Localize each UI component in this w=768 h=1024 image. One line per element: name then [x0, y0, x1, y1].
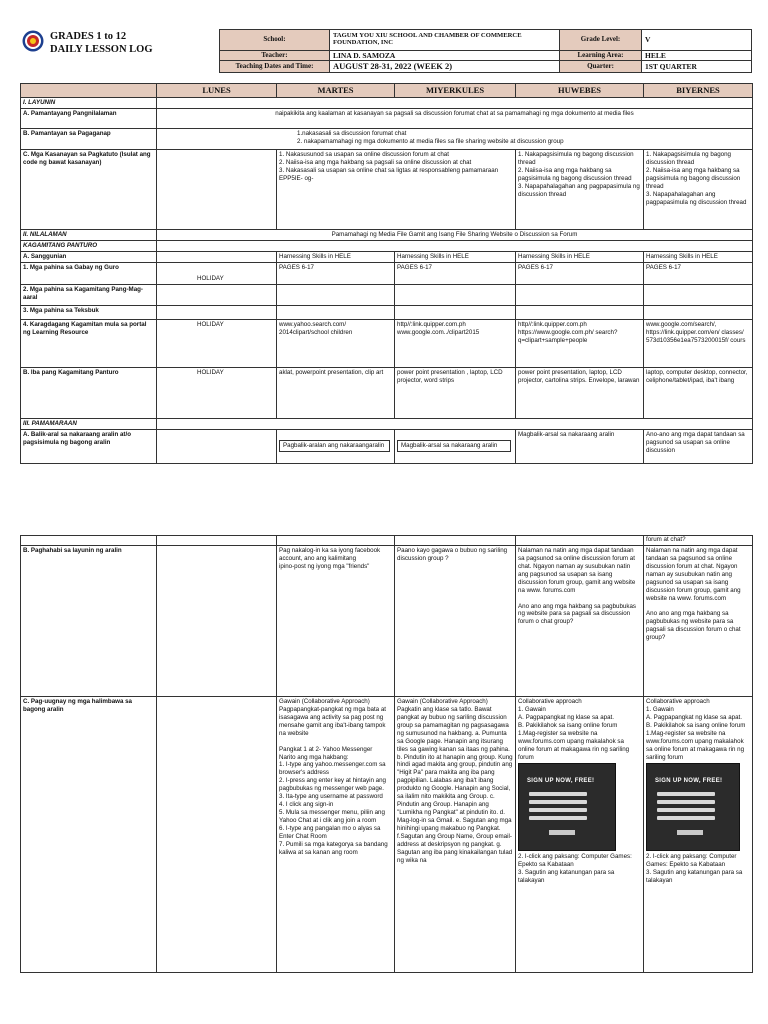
signup-button	[677, 830, 703, 835]
teksbuk-miyerkules	[395, 305, 516, 319]
title-line1: GRADES 1 to 12	[50, 31, 127, 42]
pamamaraan-empty	[157, 418, 753, 429]
karagdagang-biyernes: www.google.com/search/, https://link.quipper.com/en/ classes/ 573d10356e1ea7573200015f/ cours	[644, 319, 753, 367]
holiday-karagdagang: HOLIDAY	[157, 319, 277, 367]
kasanayan-martes: 1. Nakasusunod sa usapan sa online discussion forum at chat 2. Naiisa-isa ang mga hakbang sa pagsali sa online discussion at chat 3. Nakasasali sa usapan sa online chat sa ligtas at responsableng pamamaraan EPP5IE- og-	[277, 149, 516, 229]
magaaral-lunes	[157, 284, 277, 305]
teksbuk-lunes	[157, 305, 277, 319]
skill-martes: Harnessing Skills in HELE	[277, 251, 395, 262]
iba-huwebes: power point presentation, laptop, LCD projector, cartolina strips. Envelope, larawan	[516, 367, 644, 418]
skill-huwebes: Harnessing Skills in HELE	[516, 251, 644, 262]
cont-lunes	[157, 536, 277, 546]
magaaral-huwebes	[516, 284, 644, 305]
skill-biyernes: Harnessing Skills in HELE	[644, 251, 753, 262]
signup-field	[529, 800, 587, 804]
pamamaraan-label: III. PAMAMARAAN	[21, 418, 157, 429]
signup-field	[529, 816, 587, 820]
nilalaman-text: Pamamahagi ng Media File Gamit ang Isang File Sharing Website o Discussion sa Forum	[157, 229, 753, 240]
paghahabi-martes: Pag nakalog-in ka sa iyong facebook account, ano ang kalimitang ipino-post ng iyong mga "friends"	[277, 545, 395, 696]
grade-value: V	[642, 30, 752, 51]
signup-field	[657, 800, 715, 804]
cont-huwebes	[516, 536, 644, 546]
balik-lunes	[157, 429, 277, 463]
nilalaman-label: II. NILALAMAN	[21, 229, 157, 240]
pag-uugnay-huwebes	[516, 696, 644, 972]
balik-martes-cell	[277, 429, 395, 463]
gabay-label: 1. Mga pahina sa Gabay ng Guro	[21, 262, 157, 284]
pages-huwebes: PAGES 6-17	[516, 262, 644, 284]
signup-field	[657, 808, 715, 812]
quarter-value: 1ST QUARTER	[642, 61, 752, 73]
pangnilalaman-label: A. Pamantayang Pangnilalaman	[21, 108, 157, 128]
paghahabi-miyerkules: Paano kayo gagawa o bubuo ng sariling discussion group ?	[395, 545, 516, 696]
paghahabi-biyernes: Nalaman na natin ang mga dapat tandaan sa pagsunod sa online discussion forum at chat. Ngayon naman ay susubukan natin ang pagsunod sa usapan sa isang discussion forum group, gamit ang website na www. forums.com Ano ano ang mga hakbang sa pagbubukas ng website para sa pagsali sa discussion forum o chat group?	[644, 545, 753, 696]
kasanayan-biyernes: 1. Nakapagsisimula ng bagong discussion thread 2. Naiisa-isa ang mga hakbang sa pagsisimula ng bagong discussion thread 3. Napapahalagahan ang pagpapasimula ng discussion thread	[644, 149, 753, 229]
pag-uugnay-biyernes	[644, 696, 753, 972]
iba-label: B. Iba pang Kagamitang Panturo	[21, 367, 157, 418]
school-label: School:	[220, 30, 330, 51]
area-label: Learning Area:	[560, 51, 642, 61]
skill-miyerkules: Harnessing Skills in HELE	[395, 251, 516, 262]
balik-label: A. Balik-aral sa nakaraang aralin at/o pagsisimula ng bagong aralin	[21, 429, 157, 463]
school-value: TAGUM YOU XIU SCHOOL AND CHAMBER OF COMMERCE FOUNDATION, INC	[330, 30, 560, 51]
lesson-table-page2	[20, 535, 752, 973]
paghahabi-huwebes: Nalaman na natin ang mga dapat tandaan sa pagsunod sa online discussion forum at chat. Ngayon naman ay susubukan natin ang pagsunod sa usapan sa isang discussion forum group, gamit ang website na www. forums.com Ano ano ang mga hakbang sa pagbubukas ng website para sa pagsali sa discussion forum o chat group?	[516, 545, 644, 696]
magaaral-miyerkules	[395, 284, 516, 305]
pag-uugnay-lunes	[157, 696, 277, 972]
signup-field	[657, 792, 715, 796]
magaaral-martes	[277, 284, 395, 305]
pag-uugnay-biyernes-b: 2. I-click ang paksang: Computer Games: Epekto sa Kabataan 3. Sagutin ang katanungan para sa talakayan	[646, 853, 743, 885]
magaaral-biyernes	[644, 284, 753, 305]
cont-biyernes: forum at chat?	[644, 536, 753, 546]
grade-label: Grade Level:	[560, 30, 642, 51]
signup-field	[529, 792, 587, 796]
kasanayan-huwebes: 1. Nakapagsisimula ng bagong discussion thread 2. Naiisa-isa ang mga hakbang sa pagsisimula ng bagong discussion thread 3. Napapahalagahan ang pagpapasimula ng discussion thread	[516, 149, 644, 229]
balik-martes: Pagbalik-aralan ang nakaraangaralin	[279, 440, 390, 452]
pages-biyernes: PAGES 6-17	[644, 262, 753, 284]
area-value: HELE	[642, 51, 752, 61]
pag-uugnay-biyernes-a: Collaborative approach 1. Gawain A. Pagpapangkat ng klase sa apat. B. Pakikilahok sa isang online forum 1.Mag-register sa website na www.forums.com upang makalahok sa online forum at makagawa rin ng sariling forum	[646, 697, 746, 761]
day-lunes: LUNES	[157, 84, 277, 98]
teacher-value: LINA D. SAMOZA	[330, 51, 560, 61]
layunin-label: I. LAYUNIN	[21, 97, 157, 108]
day-huwebes: HUWEBES	[516, 84, 644, 98]
magaaral-label: 2. Mga pahina sa Kagamitang Pang-Mag-aaral	[21, 284, 157, 305]
signup-title: SIGN UP NOW, FREE!	[655, 778, 723, 785]
doc-title	[50, 30, 153, 56]
balik-miyerkules: Magbalik-arsal sa nakaraang aralin	[397, 440, 511, 452]
iba-martes: aklat, powerpoint presentation, clip art	[277, 367, 395, 418]
pag-uugnay-huwebes-b: 2. I-click ang paksang: Computer Games: Epekto sa Kabataan 3. Sagutin ang katanungan para sa talakayan	[518, 853, 632, 885]
paganap-text: 1.nakasasali sa discussion forumat chat 2. nakapamamahagi ng mga dokumento at media files sa file sharing website at discussion group	[157, 128, 753, 149]
paganap-label: B. Pamantayan sa Pagaganap	[21, 128, 157, 149]
karagdagang-huwebes: http//:link.quipper.com.ph https://www.google.com.ph/ search?q=clipart+sample+people	[516, 319, 644, 367]
cont-martes	[277, 536, 395, 546]
kagamitan-label: KAGAMITANG PANTURO	[21, 240, 157, 251]
signup-title: SIGN UP NOW, FREE!	[527, 778, 595, 785]
holiday-iba: HOLIDAY	[157, 367, 277, 418]
header-info	[219, 29, 751, 73]
deped-seal-icon	[22, 30, 44, 52]
balik-miyerkules-cell	[395, 429, 516, 463]
karagdagang-martes: www.yahoo.search.com/ 2014clipart/school children	[277, 319, 395, 367]
pag-uugnay-huwebes-a: Collaborative approach 1. Gawain A. Pagpapangkat ng klase sa apat. B. Pakikilahok sa isang online forum 1.Mag-register sa website na www.forums.com upang makalahok sa online forum at makagawa rin ng sariling forum	[518, 697, 630, 761]
karagdagang-label: 4. Karagdagang Kagamitan mula sa portal ng Learning Resource	[21, 319, 157, 367]
signup-field	[529, 808, 587, 812]
pages-martes: PAGES 6-17	[277, 262, 395, 284]
kasanayan-lunes	[157, 149, 277, 229]
dates-value: AUGUST 28-31, 2022 (WEEK 2)	[330, 61, 560, 73]
pag-uugnay-miyerkules: Gawain (Collaborative Approach) Pagkatin ang klase sa tatlo. Bawat pangkat ay bubuo ng sariling discussion group sa pamamagitan ng pagsasagawa ng sumusunod na hakbang. a. Pumunta sa Google page. Hanapin ang itsurang tiles sa gawing kanan sa itaas ng pahina. b. Pindutin ito at hanapin ang group. Kung hindi agad makita ang group, pindutin ang "Higit Pa" para makita ang iba pang pagpipilian. Lalabas ang iba't ibang produkto ng Google. Hanapin ang Social, sa ilalim nito makikita ang Group. c. Pindutin ang Group. Hanapin ang "Lumikha ng Pangkat" at pindutin ito. d. Mag-log-in sa Gmail. e. Sagutan ang mga hinihingi upang makabuo ng Pangkat. f.Sagutan ang Group Name, Group email-address at deskripsyon ng pangkat. g. Sagutan ang iba pang kinakailangan tulad ng wika na	[395, 696, 516, 972]
dates-label: Teaching Dates and Time:	[220, 61, 330, 73]
day-biyernes: BIYERNES	[644, 84, 753, 98]
karagdagang-miyerkules: http//:link.quipper.com.ph www.google.com../clipart2015	[395, 319, 516, 367]
teksbuk-label: 3. Mga pahina sa Teksbuk	[21, 305, 157, 319]
corner-cell	[21, 84, 157, 98]
signup-screenshot-biyernes	[646, 763, 740, 851]
layunin-empty	[157, 97, 753, 108]
title-line2: DAILY LESSON LOG	[50, 44, 153, 56]
kasanayan-label: C. Mga Kasanayan sa Pagkatuto (Isulat ang code ng bawat kasanayan)	[21, 149, 157, 229]
balik-huwebes: Magbalik-arsal sa nakaraang aralin	[516, 429, 644, 463]
paghahabi-label: B. Paghahabi sa layunin ng aralin	[21, 545, 157, 696]
day-miyerkules: MIYERKULES	[395, 84, 516, 98]
cont-miyerkules	[395, 536, 516, 546]
day-martes: MARTES	[277, 84, 395, 98]
pages-miyerkules: PAGES 6-17	[395, 262, 516, 284]
sanggunian-label: A. Sanggunian	[21, 251, 157, 262]
paghahabi-lunes	[157, 545, 277, 696]
balik-biyernes: Ano-ano ang mga dapat tandaan sa pagsunod sa usapan sa online discussion	[644, 429, 753, 463]
holiday-gabay: HOLIDAY	[157, 262, 277, 284]
pangnilalaman-text: naipakikita ang kaalaman at kasanayan sa pagsali sa discussion forumat chat at sa pamamahagi ng mga dokumento at media files	[157, 108, 753, 128]
signup-button	[549, 830, 575, 835]
iba-miyerkules: power point presentation , laptop, LCD projector, word strips	[395, 367, 516, 418]
teksbuk-biyernes	[644, 305, 753, 319]
cont-label	[21, 536, 157, 546]
pag-uugnay-label: C. Pag-uugnay ng mga halimbawa sa bagong aralin	[21, 696, 157, 972]
lesson-table-page1	[20, 83, 752, 464]
teacher-label: Teacher:	[220, 51, 330, 61]
sanggunian-lunes	[157, 251, 277, 262]
teksbuk-martes	[277, 305, 395, 319]
pag-uugnay-martes: Gawain (Collaborative Approach) Pagpapangkat-pangkat ng mga bata at isasagawa ang activity sa pag post ng mensahe gamit ang iba't-ibang tampok na website Pangkat 1 at 2- Yahoo Messenger Narito ang mga hakbang: 1. I-type ang yahoo.messenger.com sa browser's address 2. I-press ang enter key at hintayin ang pagbubukas ng messenger web page. 3. Ita-type ang username at password 4. I click ang sign-in 5. Mula sa messenger menu, piliin ang Yahoo Chat at i clik ang join a room 6. I-type ang pangalan mo o alyas sa Enter Chat Room 7. Pumili sa mga kategorya sa bandang kaliwa at sa kanan ang room	[277, 696, 395, 972]
kagamitan-empty	[157, 240, 753, 251]
teksbuk-huwebes	[516, 305, 644, 319]
quarter-label: Quarter:	[560, 61, 642, 73]
signup-field	[657, 816, 715, 820]
signup-screenshot-huwebes	[518, 763, 616, 851]
iba-biyernes: laptop, computer desktop, connector, celiphone/tablet/ipad, iba't ibang	[644, 367, 753, 418]
